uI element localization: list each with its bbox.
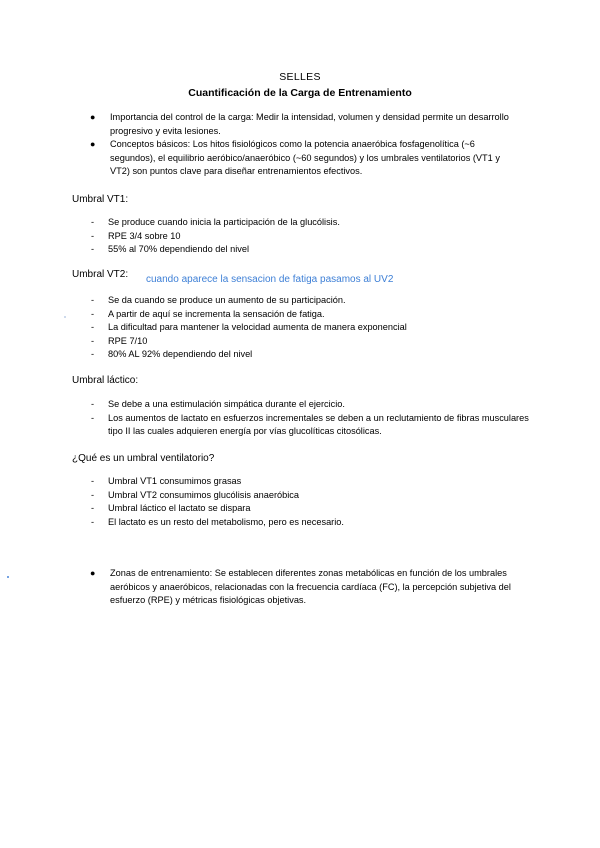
dash-marker: - bbox=[91, 412, 95, 423]
intro-item-conceptos: Conceptos básicos: Los hitos fisiológicos como la potencia anaeróbica fosfagenolítica (~6 segundos), el equilibrio aeróbico/anaeróbico (~60 segundos) y los umbrales ventilatorios (VT1 y VT2) son puntos clave para diseñar entrenamientos efectivos. bbox=[110, 139, 500, 176]
vt2-item: RPE 7/10 bbox=[108, 335, 148, 346]
dash-marker: - bbox=[91, 217, 95, 227]
list-item bbox=[91, 516, 521, 530]
intro-item-importancia: Importancia del control de la carga: Medir la intensidad, volumen y densidad permite un desarrollo progresivo y evita lesiones. bbox=[110, 112, 509, 136]
dash-marker: - bbox=[91, 476, 95, 486]
vt1-item: 55% al 70% dependiendo del nivel bbox=[108, 244, 249, 254]
dash-marker: - bbox=[91, 516, 95, 527]
stray-mark bbox=[7, 576, 9, 578]
heading-vt2: Umbral VT2: bbox=[72, 269, 129, 280]
ventilatorio-item: Umbral VT1 consumimos grasas bbox=[108, 476, 242, 486]
list-item bbox=[91, 412, 531, 439]
heading-ventilatorio: ¿Qué es un umbral ventilatorio? bbox=[72, 453, 215, 464]
list-item bbox=[91, 294, 531, 308]
dash-marker: - bbox=[91, 244, 95, 254]
intro-list bbox=[90, 111, 520, 179]
lactico-list bbox=[91, 398, 531, 439]
list-item bbox=[91, 475, 521, 489]
dash-marker: - bbox=[91, 489, 95, 500]
bullet-marker: ● bbox=[90, 112, 96, 122]
list-item bbox=[91, 502, 521, 516]
dash-marker: - bbox=[91, 335, 95, 346]
vt2-item: La dificultad para mantener la velocidad aumenta de manera exponencial bbox=[108, 322, 407, 332]
vt2-list bbox=[91, 294, 531, 362]
author-name: SELLES bbox=[279, 71, 321, 83]
list-item bbox=[91, 216, 521, 230]
dash-marker: - bbox=[91, 230, 95, 241]
list-item bbox=[91, 398, 531, 412]
dash-marker: - bbox=[91, 322, 95, 332]
list-item bbox=[91, 230, 521, 244]
bullet-marker: ● bbox=[90, 568, 96, 578]
list-item bbox=[90, 567, 520, 608]
zonas-list bbox=[90, 567, 520, 608]
stray-mark bbox=[64, 316, 66, 318]
vt1-item: Se produce cuando inicia la participación de la glucólisis. bbox=[108, 217, 340, 227]
comment-note: cuando aparece la sensacion de fatiga pasamos al UV2 bbox=[146, 274, 394, 285]
list-item bbox=[91, 243, 521, 257]
ventilatorio-item: El lactato es un resto del metabolismo, pero es necesario. bbox=[108, 516, 344, 527]
dash-marker: - bbox=[91, 503, 95, 513]
vt1-list bbox=[91, 216, 521, 257]
zonas-item: Zonas de entrenamiento: Se establecen diferentes zonas metabólicas en función de los umbrales aeróbicos y anaeróbicos, relacionadas con la frecuencia cardíaca (FC), la percepción subjetiva del esfuerzo (RPE) y métricas fisiológicas objetivas. bbox=[110, 568, 511, 605]
heading-vt1: Umbral VT1: bbox=[72, 194, 129, 205]
list-item bbox=[91, 335, 531, 349]
list-item bbox=[90, 138, 520, 179]
list-item bbox=[90, 111, 520, 138]
heading-lactico: Umbral láctico: bbox=[72, 375, 139, 386]
ventilatorio-item: Umbral láctico el lactato se dispara bbox=[108, 503, 251, 513]
list-item bbox=[91, 348, 531, 362]
ventilatorio-list bbox=[91, 475, 521, 529]
bullet-marker: ● bbox=[90, 139, 96, 149]
dash-marker: - bbox=[91, 308, 95, 319]
vt1-item: RPE 3/4 sobre 10 bbox=[108, 230, 181, 241]
vt2-item: 80% AL 92% dependiendo del nivel bbox=[108, 349, 253, 359]
ventilatorio-item: Umbral VT2 consumimos glucólisis anaeróbica bbox=[108, 489, 299, 500]
lactico-item: Se debe a una estimulación simpática durante el ejercicio. bbox=[108, 399, 345, 409]
dash-marker: - bbox=[91, 399, 95, 409]
dash-marker: - bbox=[91, 349, 95, 359]
list-item bbox=[91, 321, 531, 335]
document-title: Cuantificación de la Carga de Entrenamiento bbox=[188, 87, 412, 99]
list-item bbox=[91, 308, 531, 322]
dash-marker: - bbox=[91, 295, 95, 305]
vt2-item: Se da cuando se produce un aumento de su participación. bbox=[108, 295, 346, 305]
vt2-item: A partir de aquí se incrementa la sensación de fatiga. bbox=[108, 308, 325, 319]
lactico-item: Los aumentos de lactato en esfuerzos incrementales se deben a un reclutamiento de fibras musculares tipo II las cuales adquieren energía por vías glucolíticas citosólicas. bbox=[108, 412, 529, 436]
list-item bbox=[91, 489, 521, 503]
